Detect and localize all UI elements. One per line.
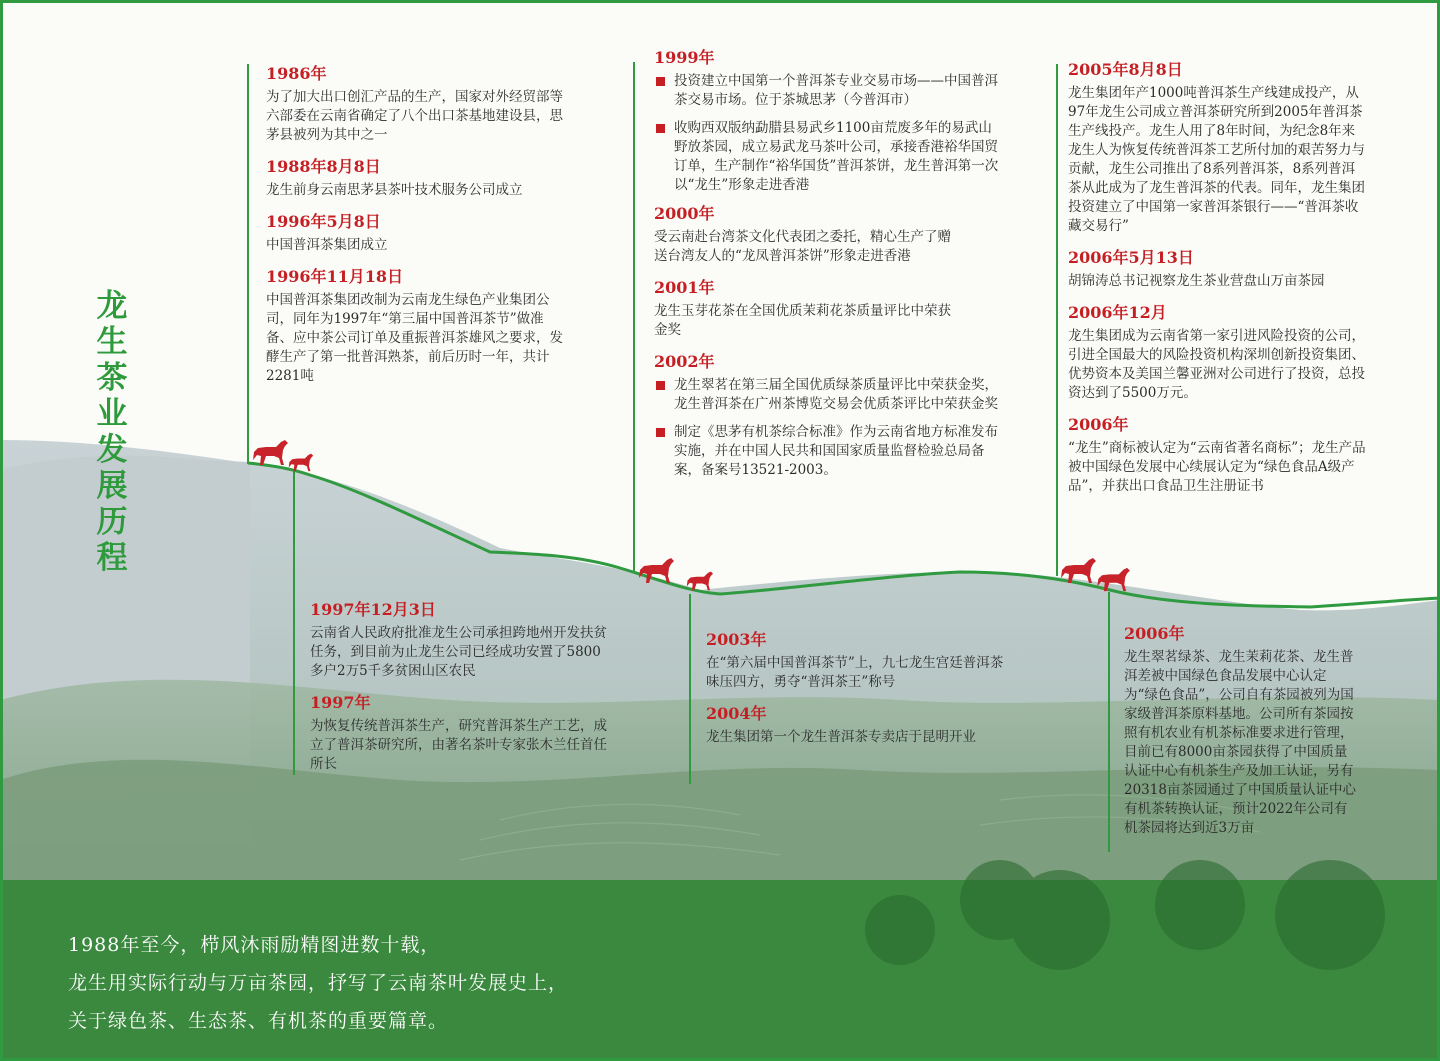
event-year: 1997年12月3日	[310, 600, 436, 619]
lower-column-1	[310, 600, 610, 786]
event-text: 在“第六届中国普洱茶节”上，九七龙生宫廷普洱茶味压四方，勇夺“普洱茶王”称号	[706, 655, 1004, 690]
event-year: 1999年	[654, 48, 715, 67]
event-year: 2006年5月13日	[1068, 248, 1194, 267]
event-text: 龙生玉芽花茶在全国优质茉莉花茶质量评比中荣获金奖	[654, 303, 951, 338]
event-year: 2002年	[654, 352, 715, 371]
summary-text	[68, 926, 568, 1040]
event-text: 为了加大出口创汇产品的生产，国家对外经贸部等六部委在云南省确定了八个出口茶基地建设县，思茅县被列为其中之一	[266, 89, 563, 143]
summary-line: 关于绿色茶、生态茶、有机茶的重要篇章。	[68, 1010, 449, 1032]
summary-line: 1988年至今，栉风沐雨励精图进数十载，	[68, 934, 441, 956]
horse-icon	[638, 556, 678, 584]
event-text: 龙生集团成为云南省第一家引进风险投资的公司，引进全国最大的风险投资机构深圳创新投资集团、优势资本及美国兰馨亚洲对公司进行了投资，总投资达到了5500万元。	[1068, 328, 1365, 401]
event-year: 2006年12月	[1068, 303, 1167, 322]
timeline-stem-1	[247, 64, 249, 464]
event-text: 龙生前身云南思茅县茶叶技术服务公司成立	[266, 182, 523, 198]
timeline-stem-3	[633, 62, 635, 572]
timeline-stem-2	[293, 470, 295, 775]
event-bullet: 龙生翠茗在第三届全国优质绿茶质量评比中荣获金奖，龙生普洱茶在广州茶博览交易会优质茶评比中荣获金奖	[654, 376, 1004, 414]
upper-column-3	[1068, 60, 1368, 508]
horse-icon	[686, 570, 716, 591]
horse-icon	[1060, 556, 1100, 584]
event-bullet: 制定《思茅有机茶综合标准》作为云南省地方标准发布实施，并在中国人民共和国国家质量监督检验总局备案，备案号13521-2003。	[654, 423, 1004, 480]
horse-icon	[288, 452, 316, 472]
event-year: 2001年	[654, 278, 715, 297]
event-text: 中国普洱茶集团改制为云南龙生绿色产业集团公司，同年为1997年“第三届中国普洱茶节”做准备、应中茶公司订单及重振普洱茶雄风之要求，发酵生产了第一批普洱熟茶，前后历时一年，共计2281吨	[266, 292, 563, 384]
lower-column-2	[706, 630, 1006, 759]
event-year: 2006年	[1068, 415, 1129, 434]
page-title: 龙生茶业发展历程	[96, 288, 128, 576]
event-year: 1996年11月18日	[266, 267, 404, 286]
timeline-stem-5	[1056, 64, 1058, 576]
event-text: 受云南赴台湾茶文化代表团之委托，精心生产了赠送台湾友人的“龙凤普洱茶饼”形象走进香港	[654, 229, 951, 264]
upper-column-2	[654, 48, 1004, 489]
event-bullet: 收购西双版纳勐腊县易武乡1100亩荒废多年的易武山野放茶园，成立易武龙马茶叶公司，承接香港裕华国贸订单，生产制作“裕华国货”普洱茶饼，龙生普洱第一次以“龙生”形象走进香港	[654, 119, 1004, 195]
event-year: 1988年8月8日	[266, 157, 381, 176]
horse-icon	[1096, 566, 1134, 592]
event-text: “龙生”商标被认定为“云南省著名商标”；龙生产品被中国绿色发展中心续展认定为“绿色食品A级产品”，并获出口食品卫生注册证书	[1068, 440, 1366, 494]
event-text: 中国普洱茶集团成立	[266, 237, 388, 253]
event-year: 2005年8月8日	[1068, 60, 1183, 79]
timeline-stem-6	[1108, 592, 1110, 852]
summary-line: 龙生用实际行动与万亩茶园，抒写了云南茶叶发展史上，	[68, 972, 569, 994]
event-year: 1997年	[310, 693, 371, 712]
event-text: 龙生集团年产1000吨普洱茶生产线建成投产，从97年龙生公司成立普洱茶研究所到2005年普洱茶生产线投产。龙生人用了8年时间，为纪念8年来龙生人为恢复传统普洱茶工艺所付加的艰苦努力与贡献，龙生公司推出了8系列普洱茶，8系列普洱茶从此成为了龙生普洱茶的代表。同年，龙生集团投资建立了中国第一家普洱茶银行——“普洱茶收藏交易行”	[1068, 85, 1365, 234]
upper-column-1	[266, 64, 566, 398]
horse-icon	[252, 438, 292, 466]
event-year: 2006年	[1124, 624, 1185, 643]
event-bullet: 投资建立中国第一个普洱茶专业交易市场——中国普洱茶交易市场。位于茶城思茅（今普洱市）	[654, 72, 1004, 110]
event-year: 1996年5月8日	[266, 212, 381, 231]
event-text: 龙生集团第一个龙生普洱茶专卖店于昆明开业	[706, 729, 976, 745]
event-text: 胡锦涛总书记视察龙生茶业营盘山万亩茶园	[1068, 273, 1325, 289]
event-text: 为恢复传统普洱茶生产，研究普洱茶生产工艺，成立了普洱茶研究所，由著名茶叶专家张木兰任首任所长	[310, 718, 607, 772]
event-text: 龙生翠茗绿茶、龙生茉莉花茶、龙生普洱差被中国绿色食品发展中心认定为“绿色食品”，公司自有茶园被列为国家级普洱茶原料基地。公司所有茶园按照有机农业有机茶标准要求进行管理，目前已有8000亩茶园获得了中国质量认证中心有机茶生产及加工认证，另有20318亩茶园通过了中国质量认证中心有机茶转换认证，预计2022年公司有机茶园将达到近3万亩	[1124, 649, 1356, 836]
event-year: 1986年	[266, 64, 327, 83]
timeline-stem-4	[689, 594, 691, 784]
event-text: 云南省人民政府批准龙生公司承担跨地州开发扶贫任务，到目前为止龙生公司已经成功安置了5800多户2万5千多贫困山区农民	[310, 625, 607, 679]
lower-column-3	[1124, 624, 1356, 850]
event-year: 2004年	[706, 704, 767, 723]
event-year: 2003年	[706, 630, 767, 649]
event-year: 2000年	[654, 204, 715, 223]
